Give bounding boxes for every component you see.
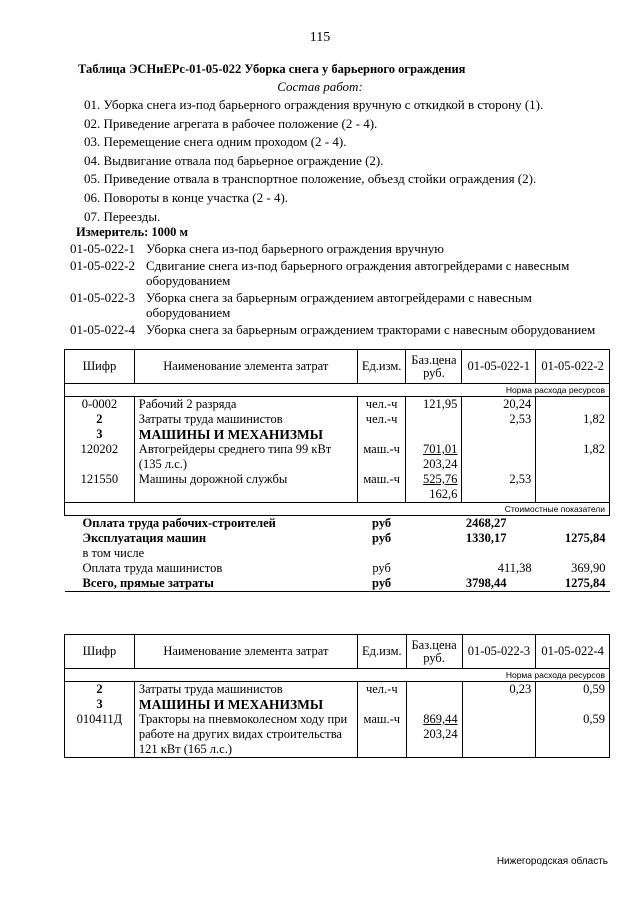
- cell-code: 120202: [65, 442, 135, 472]
- cell-code: 010411Д: [65, 712, 135, 758]
- col-code-2: 01-05-022-2: [536, 350, 610, 384]
- cost-name: Эксплуатация машин: [82, 531, 207, 545]
- cell-value: 1,82: [536, 442, 610, 472]
- work-item: 05. Приведение отвала в транспортное положение, объезд стойки ограждения (2).: [84, 171, 537, 187]
- norm-label: Норма расхода ресурсов: [65, 669, 610, 682]
- col-code-1: 01-05-022-1: [462, 350, 536, 384]
- cell-value: 20,24: [462, 397, 536, 413]
- cell-name: Автогрейдеры среднего типа 99 кВт (135 л.с.): [134, 442, 357, 472]
- resource-table-1: [64, 349, 610, 592]
- cost-label-row: [65, 503, 610, 516]
- table-header-row: [65, 350, 610, 384]
- cell-unit: чел.-ч: [357, 397, 406, 413]
- table-section-row: [65, 697, 610, 712]
- works-list: [84, 96, 543, 226]
- cost-name: Оплата труда рабочих-строителей: [82, 516, 276, 530]
- code-item: [70, 241, 615, 257]
- table-row: [65, 472, 610, 503]
- col-cipher: Шифр: [65, 350, 135, 384]
- cost-value: 1275,84: [564, 531, 606, 545]
- cost-value: [536, 516, 610, 532]
- cell-unit: чел.-ч: [358, 682, 407, 698]
- table-row: [65, 412, 610, 427]
- code-list: [70, 241, 615, 338]
- table-row: [65, 442, 610, 472]
- cell-value: 2,53: [462, 472, 536, 503]
- code-item: [70, 290, 615, 321]
- cell-value: [536, 397, 610, 413]
- cell-code: 2: [65, 682, 135, 698]
- work-item: 03. Перемещение снега одним проходом (2 - 4).: [84, 134, 347, 150]
- code-id: 01-05-022-4: [70, 321, 135, 337]
- cost-value: 3798,44: [462, 576, 536, 592]
- measurer: Измеритель: 1000 м: [76, 225, 189, 239]
- cell-price: 121,95: [406, 397, 462, 413]
- cell-name: Машины дорожной службы: [134, 472, 357, 503]
- col-cipher: Шифр: [65, 635, 135, 669]
- norm-label: Норма расхода ресурсов: [65, 384, 610, 397]
- cost-value: 1330,17: [465, 531, 507, 545]
- col-name: Наименование элемента затрат: [134, 635, 357, 669]
- col-unit: Ед.изм.: [357, 350, 406, 384]
- cell-code: 3: [65, 697, 135, 712]
- cost-row: [65, 531, 610, 546]
- table-row: [65, 682, 610, 698]
- col-code-3: 01-05-022-3: [462, 635, 536, 669]
- code-desc: Уборка снега из-под барьерного ограждения вручную: [146, 241, 444, 256]
- cell-code: 3: [65, 427, 135, 442]
- code-item: [70, 322, 615, 338]
- code-id: 01-05-022-2: [70, 257, 135, 273]
- table-section-row: [65, 427, 610, 442]
- cell-price: 701,01 203,24: [406, 442, 462, 472]
- cell-code: 2: [65, 412, 135, 427]
- code-desc: Уборка снега за барьерным ограждением тракторами с навесным оборудованием: [146, 321, 596, 337]
- cost-row: [65, 516, 610, 532]
- section-title: МАШИНЫ И МЕХАНИЗМЫ: [134, 427, 357, 442]
- code-id: 01-05-022-3: [70, 289, 135, 305]
- cell-code: 121550: [65, 472, 135, 503]
- cell-value: 0,23: [462, 682, 536, 698]
- table-row: [65, 712, 610, 758]
- cell-value: [462, 442, 536, 472]
- cost-name: Всего, прямые затраты: [65, 576, 358, 592]
- col-base-price: Баз.цена руб.: [406, 350, 462, 384]
- cost-value: 369,90: [571, 561, 606, 575]
- cost-name: Оплата труда машинистов: [82, 561, 223, 575]
- norm-label-row: [65, 384, 610, 397]
- cell-name: Затраты труда машинистов: [134, 412, 357, 427]
- cell-name: Рабочий 2 разряда: [134, 397, 357, 413]
- cost-unit: руб: [372, 531, 392, 545]
- code-item: [70, 258, 615, 289]
- cell-value: 2,53: [462, 412, 536, 427]
- cell-price: 525,76 162,6: [406, 472, 462, 503]
- work-item: 06. Повороты в конце участка (2 - 4).: [84, 189, 289, 205]
- cost-value: 411,38: [497, 561, 532, 575]
- cost-unit: руб: [372, 516, 392, 530]
- cell-name: Тракторы на пневмоколесном ходу при работе на других видах строительства 121 кВт (165 л.с.): [134, 712, 357, 758]
- col-code-4: 01-05-022-4: [536, 635, 610, 669]
- cost-value: 2468,27: [465, 516, 507, 530]
- cell-value: 0,59: [536, 712, 610, 758]
- code-desc: Уборка снега за барьерным ограждением автогрейдерами с навесным оборудованием: [146, 289, 532, 320]
- resource-table-2: [64, 634, 610, 758]
- col-name: Наименование элемента затрат: [134, 350, 357, 384]
- cost-unit: руб: [372, 561, 391, 575]
- cost-unit: руб: [357, 576, 406, 592]
- cell-value: 0,59: [536, 682, 610, 698]
- section-title: МАШИНЫ И МЕХАНИЗМЫ: [134, 697, 357, 712]
- cell-name: Затраты труда машинистов: [134, 682, 357, 698]
- cell-value: 1,82: [536, 412, 610, 427]
- cost-value: 1275,84: [536, 576, 610, 592]
- cell-price: [406, 412, 462, 427]
- cost-row: [65, 546, 610, 561]
- table-title: Таблица ЭСНиЕРс-01-05-022 Уборка снега у барьерного ограждения: [78, 62, 466, 76]
- cell-unit: чел.-ч: [357, 412, 406, 427]
- composition-heading: Состав работ:: [277, 79, 363, 94]
- table-row: [65, 397, 610, 413]
- work-item: 04. Выдвигание отвала под барьерное ограждение (2).: [84, 152, 384, 168]
- work-item: 01. Уборка снега из-под барьерного ограждения вручную с откидкой в сторону (1).: [84, 97, 544, 112]
- cost-row: [65, 576, 610, 592]
- cost-name: в том числе: [82, 546, 145, 560]
- cell-price: 869,44 203,24: [406, 712, 462, 758]
- col-unit: Ед.изм.: [358, 635, 407, 669]
- cell-code: 0-0002: [65, 397, 135, 413]
- code-desc: Сдвигание снега из-под барьерного ограждения автогрейдерами с навесным оборудованием: [146, 257, 570, 288]
- cell-unit: маш.-ч: [357, 442, 406, 472]
- norm-label-row: [65, 669, 610, 682]
- work-item: 02. Приведение агрегата в рабочее положение (2 - 4).: [84, 115, 378, 131]
- page-number: 115: [309, 30, 331, 45]
- footer-region: Нижегородская область: [496, 856, 608, 867]
- cost-row: [65, 561, 610, 576]
- col-base-price: Баз.цена руб.: [406, 635, 462, 669]
- cell-unit: маш.-ч: [358, 712, 407, 758]
- cost-label: Стоимостные показатели: [65, 503, 610, 516]
- cell-value: [536, 472, 610, 503]
- code-id: 01-05-022-1: [70, 241, 135, 256]
- cell-unit: маш.-ч: [357, 472, 406, 503]
- work-item: 07. Переезды.: [84, 208, 161, 224]
- table-header-row: [65, 635, 610, 669]
- cell-price: [406, 682, 462, 698]
- cell-value: [462, 712, 536, 758]
